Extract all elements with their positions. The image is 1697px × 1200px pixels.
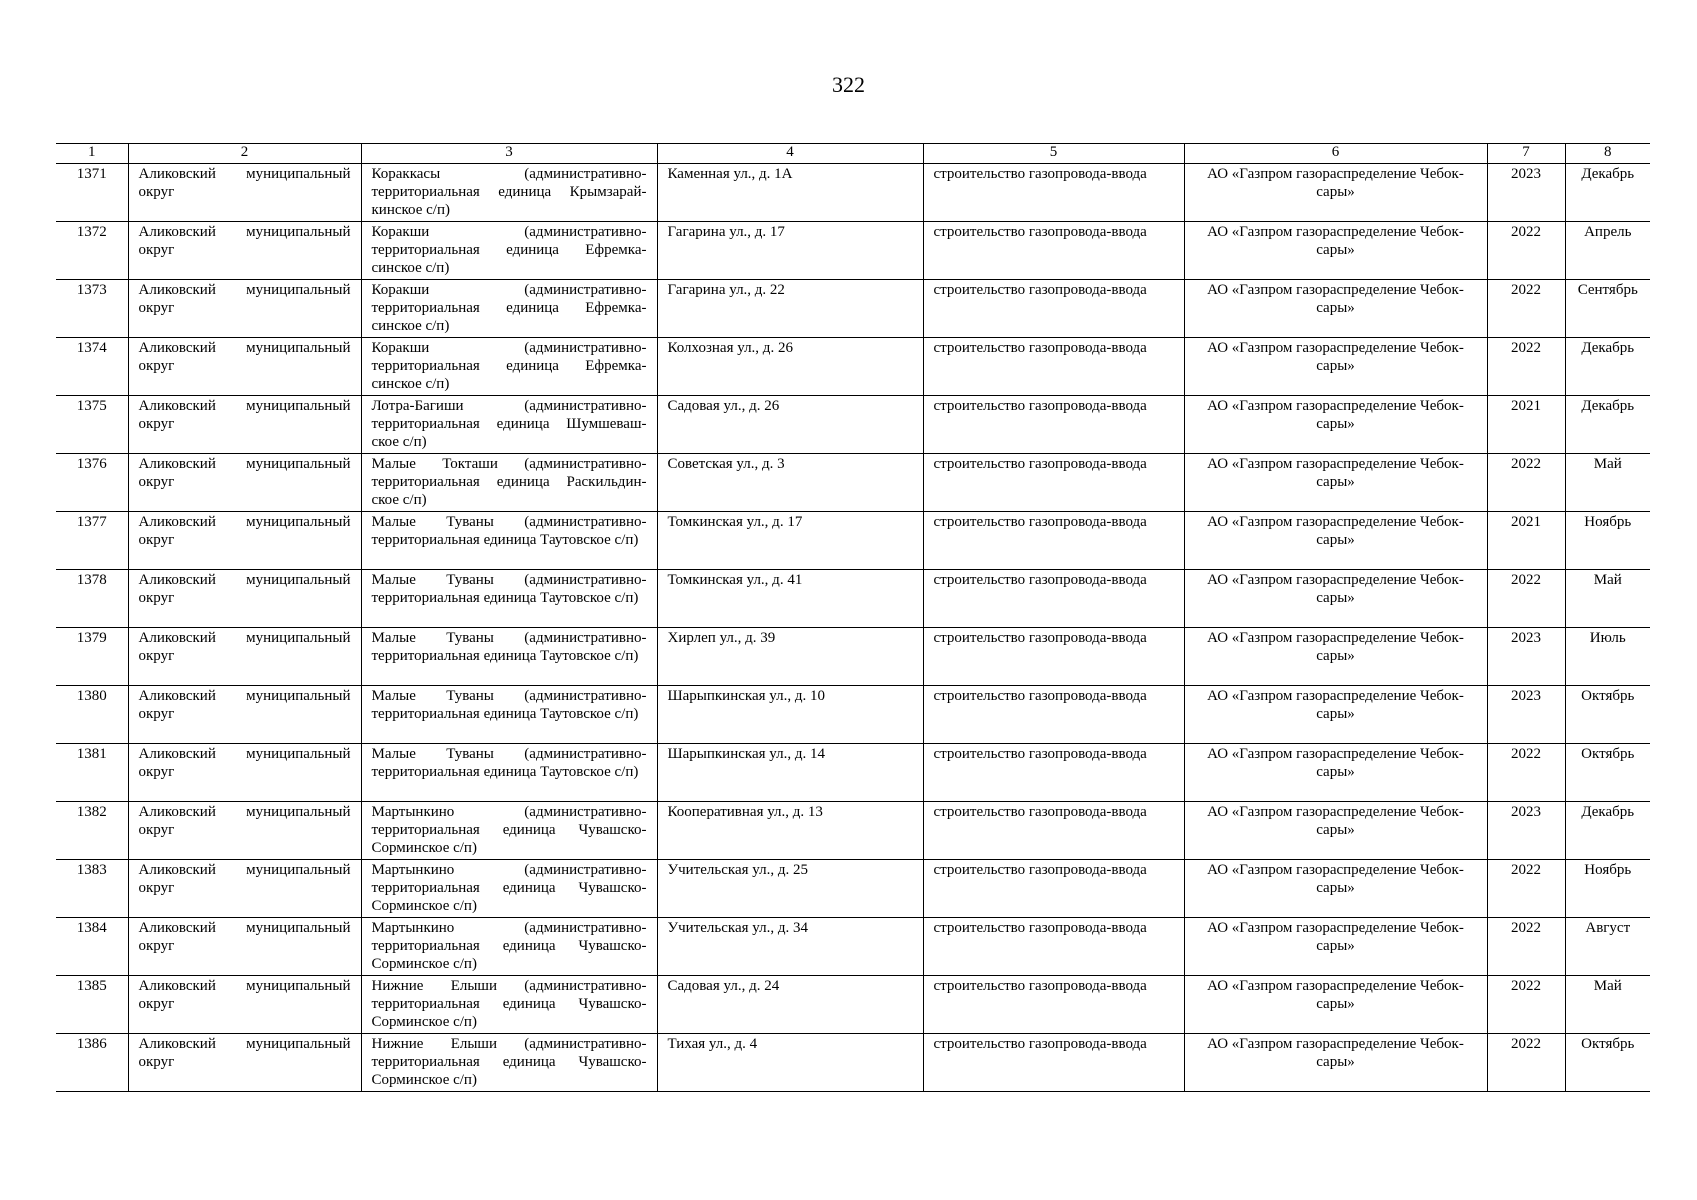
district-cell: Аликовский муниципальный округ [128, 744, 361, 802]
address-cell: Томкинская ул., д. 41 [657, 570, 923, 628]
organization-cell: АО «Газпром газораспределение Чебок-сары» [1184, 802, 1487, 860]
table-row [56, 802, 1650, 860]
settlement-cell: Малые Токташи (административно-территориальная единица Раскильдин-ское с/п) [361, 454, 657, 512]
settlement-cell: Мартынкино (административно-территориальная единица Чувашско-Сорминское с/п) [361, 860, 657, 918]
column-header: 6 [1184, 144, 1487, 164]
work-type-cell: строительство газопровода-ввода [923, 802, 1184, 860]
year-cell: 2022 [1487, 222, 1565, 280]
month-cell: Август [1565, 918, 1650, 976]
column-header: 4 [657, 144, 923, 164]
district-cell: Аликовский муниципальный округ [128, 976, 361, 1034]
year-cell: 2022 [1487, 918, 1565, 976]
column-header: 3 [361, 144, 657, 164]
row-number: 1375 [56, 396, 128, 454]
month-cell: Декабрь [1565, 164, 1650, 222]
table-row [56, 744, 1650, 802]
address-cell: Советская ул., д. 3 [657, 454, 923, 512]
year-cell: 2022 [1487, 860, 1565, 918]
year-cell: 2021 [1487, 396, 1565, 454]
settlement-cell: Малые Туваны (административно-территориальная единица Таутовское с/п) [361, 744, 657, 802]
row-number: 1385 [56, 976, 128, 1034]
year-cell: 2021 [1487, 512, 1565, 570]
district-cell: Аликовский муниципальный округ [128, 570, 361, 628]
table-row [56, 1034, 1650, 1092]
organization-cell: АО «Газпром газораспределение Чебок-сары» [1184, 860, 1487, 918]
month-cell: Сентябрь [1565, 280, 1650, 338]
address-cell: Томкинская ул., д. 17 [657, 512, 923, 570]
column-header: 7 [1487, 144, 1565, 164]
row-number: 1378 [56, 570, 128, 628]
year-cell: 2022 [1487, 454, 1565, 512]
district-cell: Аликовский муниципальный округ [128, 512, 361, 570]
work-type-cell: строительство газопровода-ввода [923, 396, 1184, 454]
month-cell: Июль [1565, 628, 1650, 686]
row-number: 1381 [56, 744, 128, 802]
month-cell: Апрель [1565, 222, 1650, 280]
table-row [56, 976, 1650, 1034]
column-header: 1 [56, 144, 128, 164]
column-number-row [56, 144, 1650, 164]
month-cell: Декабрь [1565, 802, 1650, 860]
row-number: 1384 [56, 918, 128, 976]
page-number: 322 [832, 72, 865, 97]
organization-cell: АО «Газпром газораспределение Чебок-сары» [1184, 280, 1487, 338]
district-cell: Аликовский муниципальный округ [128, 454, 361, 512]
year-cell: 2022 [1487, 744, 1565, 802]
organization-cell: АО «Газпром газораспределение Чебок-сары» [1184, 744, 1487, 802]
table-row [56, 396, 1650, 454]
work-type-cell: строительство газопровода-ввода [923, 686, 1184, 744]
row-number: 1374 [56, 338, 128, 396]
row-number: 1371 [56, 164, 128, 222]
address-cell: Учительская ул., д. 25 [657, 860, 923, 918]
work-type-cell: строительство газопровода-ввода [923, 1034, 1184, 1092]
table-row [56, 918, 1650, 976]
organization-cell: АО «Газпром газораспределение Чебок-сары» [1184, 628, 1487, 686]
table-row [56, 164, 1650, 222]
settlement-cell: Малые Туваны (административно-территориальная единица Таутовское с/п) [361, 628, 657, 686]
settlement-cell: Кораккасы (административно-территориальная единица Крымзарай-кинское с/п) [361, 164, 657, 222]
month-cell: Октябрь [1565, 686, 1650, 744]
settlement-cell: Нижние Елыши (административно-территориальная единица Чувашско-Сорминское с/п) [361, 1034, 657, 1092]
district-cell: Аликовский муниципальный округ [128, 396, 361, 454]
month-cell: Май [1565, 454, 1650, 512]
work-type-cell: строительство газопровода-ввода [923, 860, 1184, 918]
year-cell: 2023 [1487, 164, 1565, 222]
gas-connection-table [56, 143, 1650, 1092]
month-cell: Ноябрь [1565, 512, 1650, 570]
year-cell: 2022 [1487, 976, 1565, 1034]
work-type-cell: строительство газопровода-ввода [923, 628, 1184, 686]
month-cell: Октябрь [1565, 1034, 1650, 1092]
settlement-cell: Малые Туваны (административно-территориальная единица Таутовское с/п) [361, 686, 657, 744]
address-cell: Гагарина ул., д. 17 [657, 222, 923, 280]
work-type-cell: строительство газопровода-ввода [923, 164, 1184, 222]
work-type-cell: строительство газопровода-ввода [923, 744, 1184, 802]
row-number: 1376 [56, 454, 128, 512]
settlement-cell: Коракши (административно-территориальная единица Ефремка-синское с/п) [361, 280, 657, 338]
district-cell: Аликовский муниципальный округ [128, 686, 361, 744]
settlement-cell: Нижние Елыши (административно-территориальная единица Чувашско-Сорминское с/п) [361, 976, 657, 1034]
table-row [56, 686, 1650, 744]
year-cell: 2023 [1487, 686, 1565, 744]
organization-cell: АО «Газпром газораспределение Чебок-сары» [1184, 338, 1487, 396]
table-row [56, 222, 1650, 280]
row-number: 1377 [56, 512, 128, 570]
work-type-cell: строительство газопровода-ввода [923, 338, 1184, 396]
column-header: 2 [128, 144, 361, 164]
district-cell: Аликовский муниципальный округ [128, 222, 361, 280]
settlement-cell: Малые Туваны (административно-территориальная единица Таутовское с/п) [361, 512, 657, 570]
address-cell: Учительская ул., д. 34 [657, 918, 923, 976]
district-cell: Аликовский муниципальный округ [128, 280, 361, 338]
address-cell: Шарыпкинская ул., д. 10 [657, 686, 923, 744]
district-cell: Аликовский муниципальный округ [128, 1034, 361, 1092]
row-number: 1383 [56, 860, 128, 918]
table-row [56, 860, 1650, 918]
year-cell: 2022 [1487, 1034, 1565, 1092]
year-cell: 2023 [1487, 802, 1565, 860]
address-cell: Колхозная ул., д. 26 [657, 338, 923, 396]
row-number: 1373 [56, 280, 128, 338]
row-number: 1380 [56, 686, 128, 744]
address-cell: Тихая ул., д. 4 [657, 1034, 923, 1092]
organization-cell: АО «Газпром газораспределение Чебок-сары» [1184, 686, 1487, 744]
organization-cell: АО «Газпром газораспределение Чебок-сары» [1184, 918, 1487, 976]
year-cell: 2022 [1487, 280, 1565, 338]
work-type-cell: строительство газопровода-ввода [923, 280, 1184, 338]
address-cell: Хирлеп ул., д. 39 [657, 628, 923, 686]
district-cell: Аликовский муниципальный округ [128, 164, 361, 222]
row-number: 1372 [56, 222, 128, 280]
month-cell: Май [1565, 976, 1650, 1034]
address-cell: Садовая ул., д. 26 [657, 396, 923, 454]
column-header: 8 [1565, 144, 1650, 164]
row-number: 1379 [56, 628, 128, 686]
settlement-cell: Мартынкино (административно-территориальная единица Чувашско-Сорминское с/п) [361, 802, 657, 860]
district-cell: Аликовский муниципальный округ [128, 802, 361, 860]
table-row [56, 570, 1650, 628]
year-cell: 2022 [1487, 570, 1565, 628]
organization-cell: АО «Газпром газораспределение Чебок-сары» [1184, 1034, 1487, 1092]
table-row [56, 454, 1650, 512]
month-cell: Декабрь [1565, 396, 1650, 454]
table-row [56, 280, 1650, 338]
district-cell: Аликовский муниципальный округ [128, 918, 361, 976]
organization-cell: АО «Газпром газораспределение Чебок-сары» [1184, 570, 1487, 628]
address-cell: Каменная ул., д. 1А [657, 164, 923, 222]
address-cell: Кооперативная ул., д. 13 [657, 802, 923, 860]
table-row [56, 512, 1650, 570]
column-header: 5 [923, 144, 1184, 164]
work-type-cell: строительство газопровода-ввода [923, 570, 1184, 628]
row-number: 1386 [56, 1034, 128, 1092]
settlement-cell: Коракши (административно-территориальная единица Ефремка-синское с/п) [361, 222, 657, 280]
year-cell: 2023 [1487, 628, 1565, 686]
work-type-cell: строительство газопровода-ввода [923, 918, 1184, 976]
address-cell: Шарыпкинская ул., д. 14 [657, 744, 923, 802]
work-type-cell: строительство газопровода-ввода [923, 512, 1184, 570]
month-cell: Ноябрь [1565, 860, 1650, 918]
year-cell: 2022 [1487, 338, 1565, 396]
district-cell: Аликовский муниципальный округ [128, 338, 361, 396]
settlement-cell: Малые Туваны (административно-территориальная единица Таутовское с/п) [361, 570, 657, 628]
organization-cell: АО «Газпром газораспределение Чебок-сары» [1184, 396, 1487, 454]
month-cell: Май [1565, 570, 1650, 628]
settlement-cell: Коракши (административно-территориальная единица Ефремка-синское с/п) [361, 338, 657, 396]
district-cell: Аликовский муниципальный округ [128, 860, 361, 918]
organization-cell: АО «Газпром газораспределение Чебок-сары» [1184, 512, 1487, 570]
settlement-cell: Лотра-Багиши (административно-территориальная единица Шумшеваш-ское с/п) [361, 396, 657, 454]
work-type-cell: строительство газопровода-ввода [923, 976, 1184, 1034]
work-type-cell: строительство газопровода-ввода [923, 222, 1184, 280]
row-number: 1382 [56, 802, 128, 860]
month-cell: Декабрь [1565, 338, 1650, 396]
address-cell: Садовая ул., д. 24 [657, 976, 923, 1034]
organization-cell: АО «Газпром газораспределение Чебок-сары» [1184, 222, 1487, 280]
month-cell: Октябрь [1565, 744, 1650, 802]
table-row [56, 628, 1650, 686]
table-row [56, 338, 1650, 396]
organization-cell: АО «Газпром газораспределение Чебок-сары» [1184, 164, 1487, 222]
settlement-cell: Мартынкино (административно-территориальная единица Чувашско-Сорминское с/п) [361, 918, 657, 976]
address-cell: Гагарина ул., д. 22 [657, 280, 923, 338]
organization-cell: АО «Газпром газораспределение Чебок-сары» [1184, 454, 1487, 512]
organization-cell: АО «Газпром газораспределение Чебок-сары» [1184, 976, 1487, 1034]
district-cell: Аликовский муниципальный округ [128, 628, 361, 686]
work-type-cell: строительство газопровода-ввода [923, 454, 1184, 512]
